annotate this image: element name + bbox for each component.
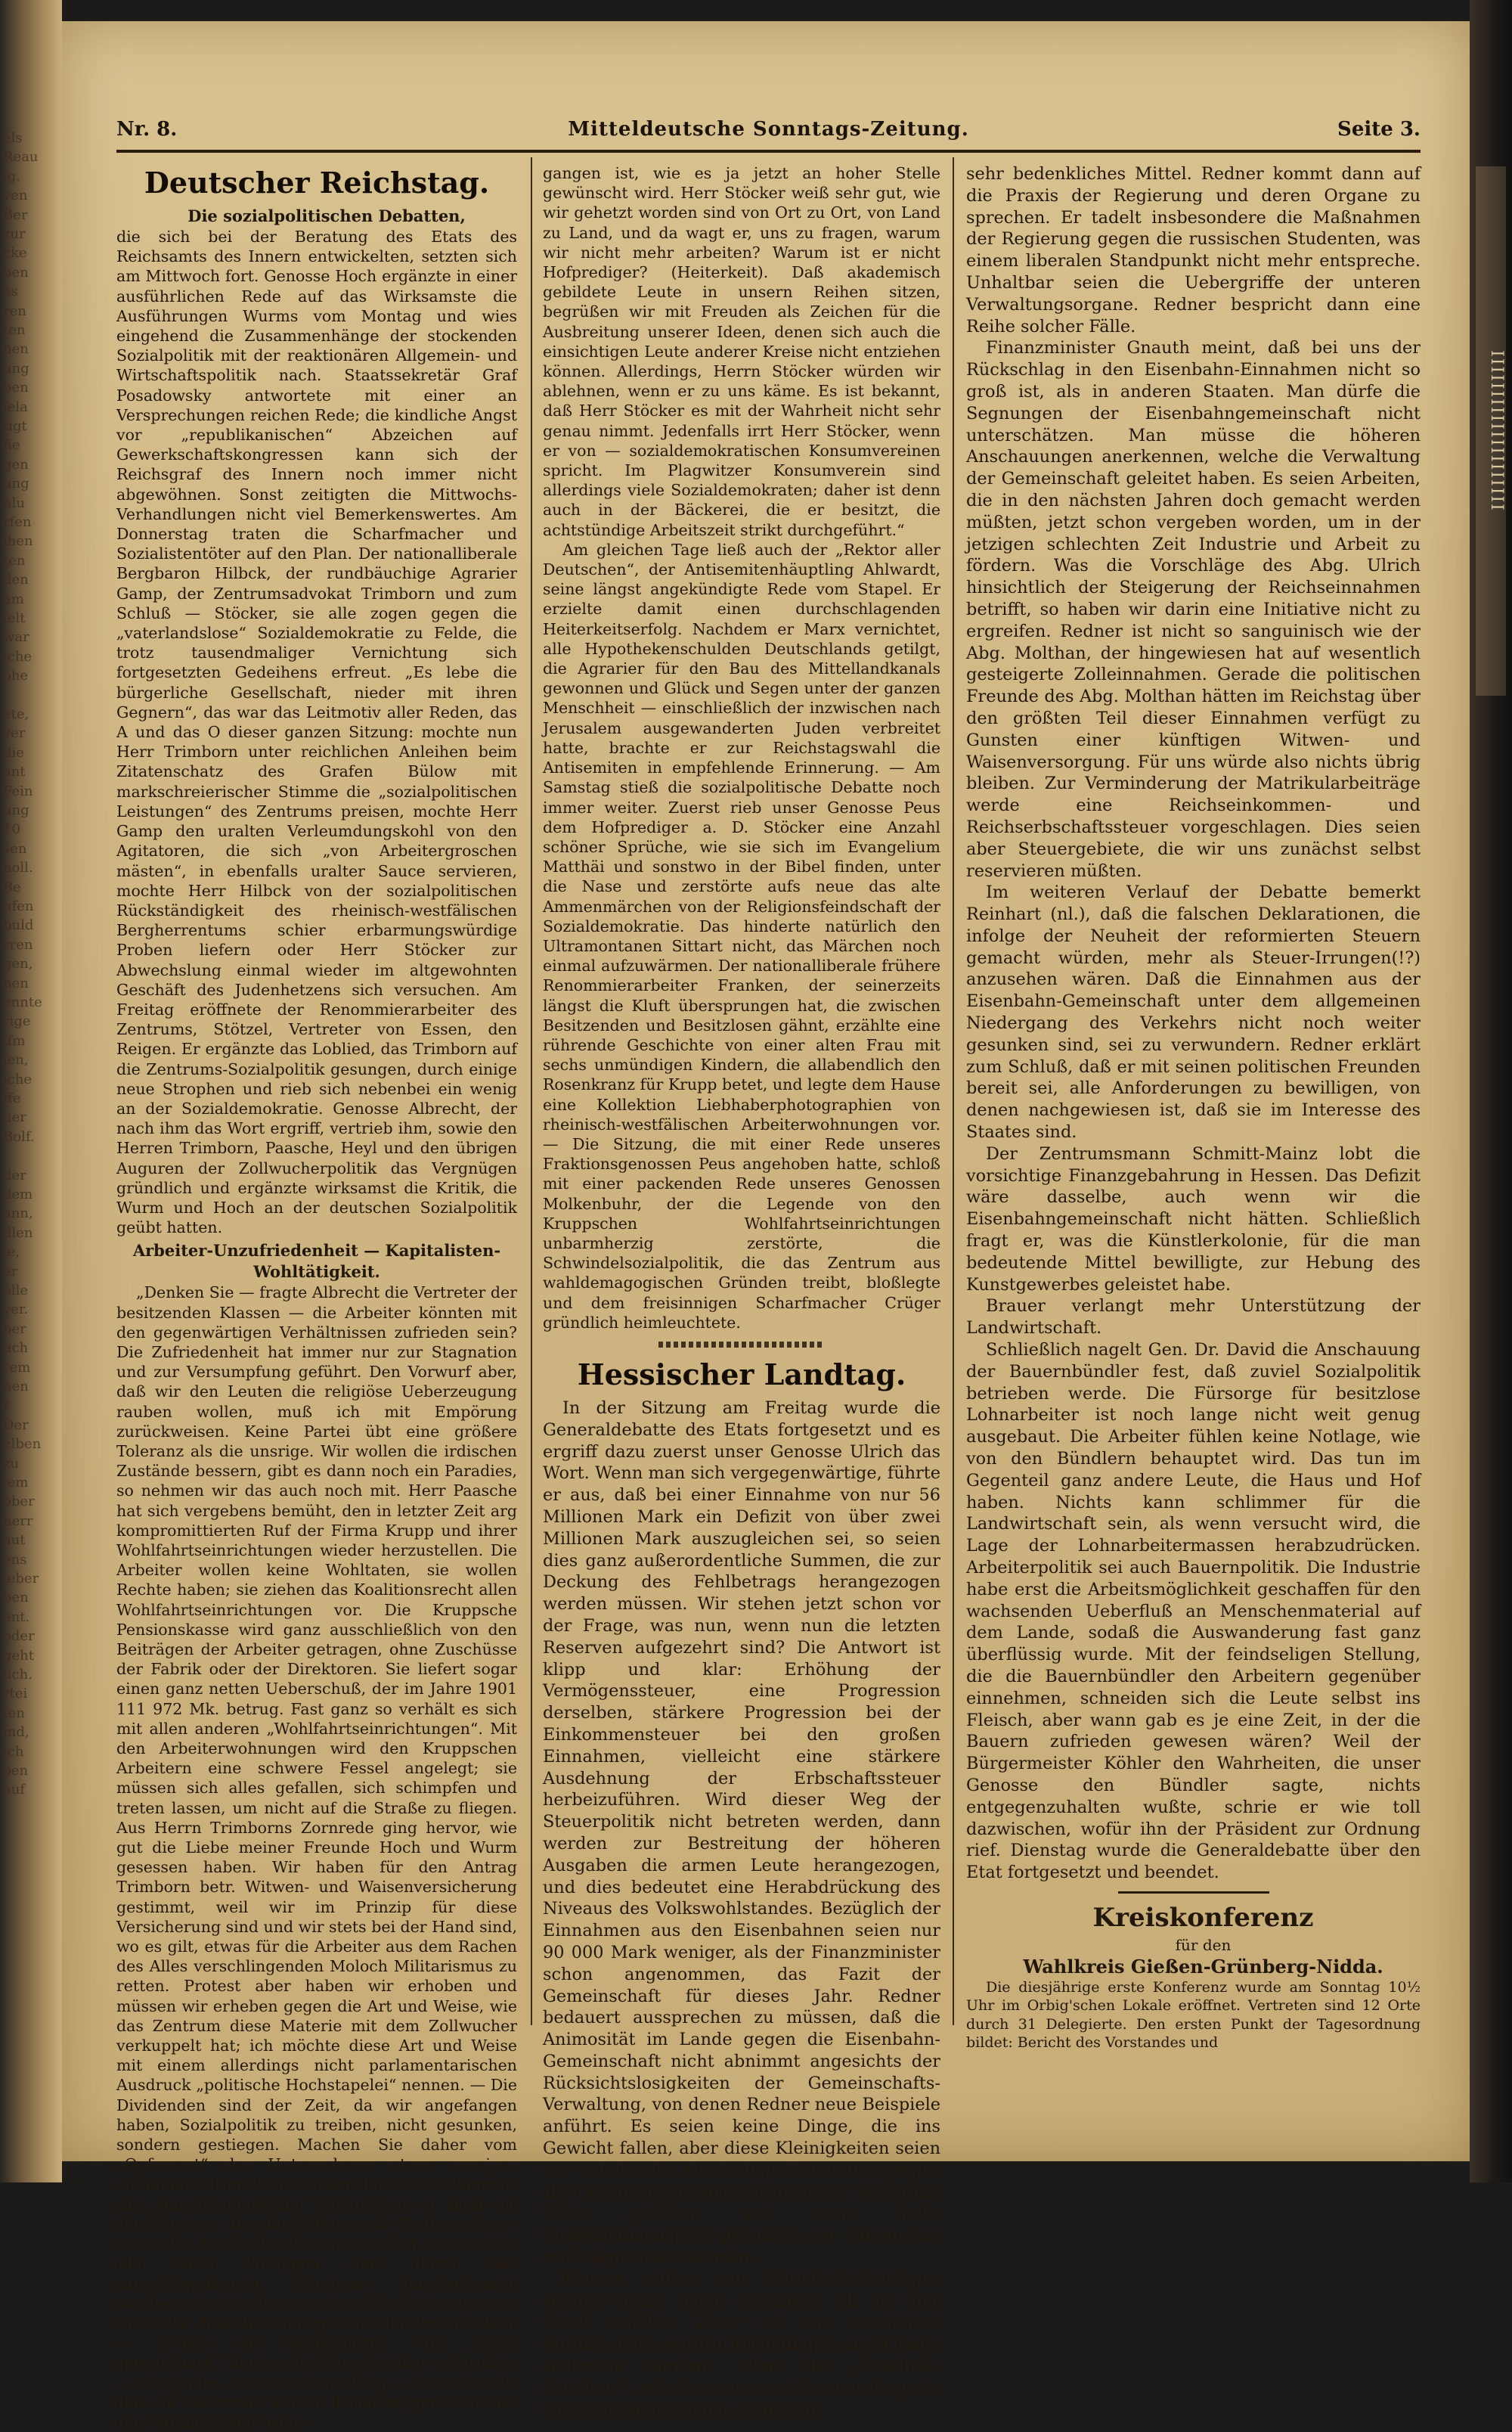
binding-fragment: ung bbox=[3, 360, 29, 377]
binding-fragment: dlen bbox=[3, 1224, 33, 1241]
subheadline-debates: Die sozialpolitischen Debatten, bbox=[187, 206, 466, 225]
binding-fragment: iche bbox=[3, 648, 33, 665]
column-1 bbox=[116, 163, 517, 2432]
binding-fragment: ober bbox=[3, 1494, 35, 1510]
article-paragraph: sehr bedenkliches Mittel. Redner kommt dann auf die Praxis der Regierung und deren Organe zu sprechen. Er tadelt insbesondere die Maßnahmen der Regierung gegen die russischen Studenten, was einem liberalen Standpunkt nicht mehr entspreche. Unhaltbar seien die Uebergriffe der unteren Verwaltungsorgane. Redner bespricht dann eine Reihe solcher Fälle. bbox=[966, 164, 1421, 337]
binding-fragment: nfen bbox=[3, 898, 34, 914]
binding-fragment: Reau bbox=[3, 149, 39, 166]
binding-fragment: ten bbox=[3, 322, 26, 338]
binding-fragment: ete, bbox=[3, 706, 29, 722]
binding-fragment: hen bbox=[3, 1379, 29, 1394]
column-divider-1 bbox=[531, 157, 532, 2025]
article-paragraph: Die diesjährige erste Konferenz wurde am Sonntag 10½ Uhr im Orbig'schen Lokale eröffnet. Vertreten sind 12 Orte durch 31 Delegierte. Den ersten Punkt der Tagesordnung bildet: Bericht des Vorstandes und bbox=[966, 1978, 1421, 2052]
page-header bbox=[116, 118, 1421, 148]
binding-fragment: rtei bbox=[3, 1686, 28, 1702]
binding-fragment: zur bbox=[3, 226, 26, 242]
binding-fragment: fie bbox=[3, 437, 20, 454]
binding-fragment: fen bbox=[3, 1705, 25, 1721]
binding-fragment: ennte bbox=[3, 994, 42, 1010]
binding-fragment: zu bbox=[3, 1455, 20, 1472]
binding-fragment: oder bbox=[3, 1628, 35, 1645]
binding-fragment: ben bbox=[3, 380, 29, 396]
article-paragraph: Schließlich nagelt Gen. Dr. David die Anschauung der Bauernbündler fest, daß zuviel Sozialpolitik betrieben werde. Die Fürsorge für besitzlose Lohnarbeiter ist noch lange nicht weit genug ausgebaut. Die Arbeiter fühlen keine Notlage, wie von den Bündlern behauptet wird. Das tun im Gegenteil ganz andere Leute, die Haus und Hof haben. Nichts kann schlimmer für die Landwirtschaft sein, als wenn versucht wird, die Lage der Lohnarbeitermassen herabzudrücken. Arbeiterpolitik sei auch Bauernpolitik. Die Industrie habe erst die Arbeitsmöglichkeit geschaffen für den wachsenden Ueberfluß an Menschenmaterial auf dem Lande, sodaß die Auswanderung fast ganz überflüssig wurde. Mit der feindseligen Stellung, die die Bauernbündler den Arbeitern gegenüber einnehmen, schneiden sich die Leute selbst ins Fleisch, aber wann gab es je eine Zeit, in der die Bauern zufrieden gewesen wären? Weil der Bürgermeister Köhler den Wahrheiten, die unser Genosse den Bündler sagte, nichts entgegenzuhalten wußte, schrie er wie toll dazwischen, wofür ihn der Präsident zur Ordnung rief. Dienstag wurde die Generaldebatte über den Etat fortgesetzt und beendet. bbox=[966, 1340, 1421, 1883]
binding-fragment: rige bbox=[3, 1013, 31, 1030]
binding-fragment: buld bbox=[3, 917, 34, 934]
binding-fragment: Der bbox=[3, 1416, 29, 1433]
binding-fragment: dem bbox=[3, 1187, 33, 1202]
article-paragraph: Am gleichen Tage ließ auch der „Rektor aller Deutschen“, der Antisemitenhäuptling Ahlwardt, seine längst angekündigte Rede vom Stapel. Er erzielte damit einen durchschlagenden Heiterkeitserfolg. Nachdem er Marx vernichtet, alle Hypothekenschulden Deutschlands getilgt, die Agrarier für den Bau des Mittellandkanals gewonnen und Glück und Segen unter der ganzen Menschheit — einschließlich der inzwischen nach Jerusalem ausgewanderten Juden verbreitet hatte, brachte er zur Reichstagswahl die Antisemiten in empfehlende Erinnerung. — Am Samstag stieß die sozialpolitische Debatte noch immer weiter. Zuerst rieb unser Genosse Peus dem Hofprediger a. D. Stöcker eine Anzahl schöner Sprüche, wie sie sich im Evangelium Matthäi und sonstwo in der Bibel finden, unter die Nase und zerstörte aufs neue das alte Ammenmärchen von der Religionsfeindschaft der Sozialdemokratie. Das hinderte natürlich den Ultramontanen Sittart nicht, das Märchen noch einmal aufzuwärmen. Der nationalliberale frühere Renommierarbeiter Franken, der seinerzeits längst die Kluft übersprungen hat, die zwischen Besitzenden und Besitzlosen gähnt, erzählte eine rührende Geschichte von einer alten Frau mit sechs unmündigen Kindern, die allabendlich den Rosenkranz für Krupp betet, und legte dem Hause eine Kollektion Liebhaberphotographien von rheinisch-westfälischen Arbeiterwohnungen vor. — Die Sitzung, die mit einer Rede unseres Fraktionsgenossen Peus angehoben hatte, schloß mit einer packenden Rede unseres Genossen Molkenbuhr, der die Legende von den Kruppschen Wohlfahrtseinrichtungen unbarmherzig zerstörte, die Schwindelsozialpolitik, die das Zentrum aus wahldemagogischen Gründen treibt, bloßlegte und dem freisinnigen Scharfmacher Crüger gründlich heimleuchtete. bbox=[543, 540, 940, 1332]
kreis-for-label: für den bbox=[1175, 1935, 1232, 1954]
binding-fragment: auf bbox=[3, 1782, 25, 1798]
binding-fragment: den bbox=[3, 572, 29, 588]
issue-number: Nr. 8. bbox=[116, 118, 178, 141]
headline-reichstag: Deutscher Reichstag. bbox=[144, 166, 490, 200]
binding-fragment: ten bbox=[3, 552, 26, 569]
binding-fragment: Bolf. bbox=[3, 1128, 35, 1145]
binding-fragment: ver. bbox=[3, 1301, 29, 1318]
article-paragraph: die sich bei der Beratung des Etats des Reichsamts des Innern entwickelten, setzten sich am Mittwoch fort. Genosse Hoch ergänzte in einer ausführlichen Rede auf das Wirksamste die Ausführungen Wurms vom Montag und wies eingehend die Zusammenhänge der stockenden Sozialpolitik mit der reaktionären Allgemein- und Wirtschaftspolitik nach. Staatssekretär Graf Posadowsky antwortete mit einer an Versprechungen reichen Rede; die kindliche Angst vor „republikanischen“ Abzeichen auf Gewerkschaftskongressen kann sich der Reichsgraf des Innern noch immer nicht abgewöhnen. Sonst zeitigten die Mittwochs-Verhandlungen nicht viel Bemerkenswertes. Am Donnerstag traten die Scharfmacher und Sozialistentöter auf den Plan. Der nationalliberale Bergbaron Hilbck, der rundbäuchige Agrarier Gamp, der Zentrumsadvokat Trimborn und zum Schluß — Stöcker, sie alle zogen gegen die „vaterlandslose“ Sozialdemokratie zu Felde, die trotz tausendmaliger Vernichtung sich fortgesetzten Gedeihens erfreut. „Es lebe die bürgerliche Gesellschaft, nieder mit ihren Gegnern“, das war das Leitmotiv aller Reden, das A und das O dieser ganzen Sitzung: mochte nun Herr Trimborn unter reichlichen Anleihen beim Zitatenschatz des Grafen Bülow mit markschreierischer Stimme die „sozialpolitischen Leistungen“ des Zentrums preisen, mochte Herr Gamp den uralten Verleumdungskohl von den Agitatoren, die sich „von Arbeitergroschen mästen“, in ebenfalls uralter Sauce servieren, mochte Herr Hilbck von der sozialpolitischen Rückständigkeit des rheinisch-westfälischen Bergherrentums schier erbarmungswürdige Proben liefern oder Herr Stöcker zur Abwechslung einmal wieder im altgewohnten Geschäft des Judenhetzens sich versuchen. Am Freitag eröffnete der Renommierarbeiter des Zentrums, Stötzel, Vertreter von Essen, den Reigen. Er ergänzte das Loblied, das Trimborn auf die Zentrums-Sozialpolitik gesungen, durch einige neue Strophen und rieb sich nebenbei ein wenig an der Sozialdemokratie. Genosse Albrecht, der nach ihm das Wort ergriff, vertrieb ihm, sowie den Herren Trimborn, Paasche, Heyl und den übrigen Auguren der Zollwucherpolitik das Vergnügen gründlich und ergänzte wirksamst die Kritik, die Wurm und Hoch an der deutschen Sozialpolitik geübt hatten. bbox=[116, 228, 517, 1237]
binding-fragment: jen, bbox=[3, 1052, 29, 1069]
binding-fragment: ren bbox=[3, 302, 26, 319]
binding-fragment: ung bbox=[3, 476, 29, 492]
binding-fragment: 10 bbox=[3, 821, 20, 838]
binding-fragment: er bbox=[3, 1263, 18, 1280]
binding-fragment: r bbox=[3, 1397, 10, 1414]
binding-fragment: ig. bbox=[3, 168, 21, 185]
binding-fragment: ven bbox=[3, 188, 28, 204]
binding-fragment: ielt bbox=[3, 610, 26, 626]
article-paragraph: Im weiteren Verlauf der Debatte bemerkt Reinhart (nl.), daß die falschen Deklarationen, die infolge der Neuheit der reformierten Steuern gemacht würden, mehr als Steuer-Irrungen(!?) anzusehen wären. Daß die Einnahmen aus der Eisenbahn-Gemeinschaft unter dem allgemeinen Niedergang des Verkehrs nicht noch weiter gesunken sind, sei zu verwundern. Redner erklärt zum Schluß, daß er mit seinen politischen Freunden bereit sei, alle Anforderungen zu bewilligen, von denen nachgewiesen ist, daß sie im Interesse des Staates sind. bbox=[966, 883, 1421, 1143]
binding-fragment: rren bbox=[3, 936, 33, 953]
book-binding-edge bbox=[0, 0, 62, 2182]
edge-tab: IIIIIIIIIIIIIIIIIIII bbox=[1476, 166, 1506, 696]
binding-fragment: ant bbox=[3, 764, 26, 780]
headline-kreiskonferenz: Kreiskonferenz bbox=[1092, 1902, 1314, 1933]
binding-fragment: der bbox=[3, 1167, 26, 1183]
header-rule bbox=[116, 150, 1421, 153]
binding-fragment: rem bbox=[3, 1359, 31, 1376]
binding-fragment: Ber bbox=[3, 206, 28, 223]
binding-fragment: iem bbox=[3, 1475, 29, 1491]
kreis-subtitle: Wahlkreis Gießen-Grünberg-Nidda. bbox=[1023, 1955, 1383, 1978]
binding-fragment: hen bbox=[3, 975, 29, 991]
binding-fragment: herr bbox=[3, 1512, 33, 1529]
newspaper-page bbox=[62, 21, 1470, 2431]
binding-fragment: hen bbox=[3, 341, 29, 358]
article-paragraph: „Denken Sie — fragte Albrecht die Vertreter der besitzenden Klassen — die Arbeiter könnten mit den gegenwärtigen Verhältnissen zufrieden sein? Die Zufriedenheit hat immer nur zur Stagnation und zur Versumpfung geführt. Den Vorwurf aber, daß wir den Leuten die religiöse Ueberzeugung rauben wollen, muß ich mit Empörung zurückweisen. Keine Partei übt eine größere Toleranz als die unsrige. Wir wollen die irdischen Zustände bessern, gibt es dann noch ein Paradies, so nehmen wir das auch noch mit. Herr Paasche hat sich vergebens bemüht, den in letzter Zeit arg kompromittierten Ruf der Firma Krupp und ihrer Wohlfahrtseinrichtungen wieder herzustellen. Die Arbeiter wollen keine Wohltaten, sie wollen Rechte haben; sie ziehen das Koalitionsrecht allen Wohlfahrtseinrichtungen vor. Die Kruppsche Pensionskasse wird ganz ausschließlich von den Beiträgen der Arbeiter getragen, ohne Zuschüsse der Fabrik oder der Direktoren. Sie liefert sogar einen ganz netten Ueberschuß, der im Jahre 1901 111 972 Mk. betrug. Fast ganz so verhält es sich mit allen anderen „Wohlfahrtseinrichtungen“. Mit den Arbeiterwohnungen wird den Kruppschen Arbeitern eine schwere Fessel angelegt; sie müssen sich alles gefallen, sich schimpfen und treten lassen, um nicht auf die Straße zu fliegen. Aus Herrn Trimborns Zornrede ging hervor, wie gut die Liebe meiner Freunde Hoch und Wurm gesessen haben. Wir haben für den Antrag Trimborn betr. Witwen- und Waisenversicherung gestimmt, weil wir im Prinzip für diese Versicherung sind und wir stets bei der Hand sind, wo es gilt, etwas für die Arbeiter aus dem Rachen des Alles verschlingenden Moloch Militarismus zu retten. Protest aber haben wir erhoben und müssen wir erheben gegen die Art und Weise, wie das Zentrum diese Materie mit dem Zollwucher verkuppelt hat; ich möchte diese Art und Weise mit einem allerdings nicht parlamentarischen Ausdruck „politische Hochstapelei“ nennen. — Die Dividenden sind der Zeit, da wir angefangen haben, Sozialpolitik zu treiben, nicht gesunken, sondern gestiegen. Machen Sie daher vom „Opfermut“ der Unternehmer etwas weniger Aufhebens! Herr Stötzel bezeichnete das Zentrum als „ausschlaggebende“ Partei. Um so mehr ist das Zentrum für die Militär- und Flottenvorlage, sowie für den Zolltarif verantwortlich zu machen; alle diese Vorlagen sind durch das ausschlaggebende Zentrum durchgebracht worden; nie aber hat es seine Macht benutzt, um wirkliche Arbeiterschutzgesetze durchzudrücken! — Gegen die Redensarten von „reich gewordenen“ Leuten, die Herr Stöcker vorbrachte — ich glaube, nur er ist dazu fähig — bemerke ich, daß die Mehrzahl meiner Fraktionsgenossen aus der Werkstatt hervorge- bbox=[116, 1283, 517, 2431]
binding-fragment: els bbox=[3, 130, 23, 146]
page-number: Seite 3. bbox=[1337, 118, 1421, 141]
binding-fragment: ie, bbox=[3, 1244, 20, 1261]
binding-fragment: olle bbox=[3, 1283, 29, 1298]
binding-fragment: Be bbox=[3, 879, 21, 895]
column-2 bbox=[543, 163, 940, 2421]
section-separator bbox=[1118, 1891, 1269, 1894]
binding-fragment: oen bbox=[3, 1763, 29, 1779]
headline-hessischer-landtag: Hessischer Landtag. bbox=[577, 1357, 906, 1391]
binding-fragment: war bbox=[3, 629, 29, 646]
binding-fragment: gen bbox=[3, 456, 29, 473]
binding-fragment: am bbox=[3, 591, 24, 607]
binding-fragment: ifm bbox=[3, 1032, 26, 1049]
binding-fragment: tigt bbox=[3, 418, 27, 434]
binding-fragment: ich bbox=[3, 1743, 24, 1760]
article-paragraph: Hessen müsse an Matrikularbeiträgen 600000 Mark mehr bezahlen, als es vom Reich erhalte. Zwar sei uns versichert worden, daß weitere Erhöhungen nicht mehr eintreten werden. Aber die „Zuschuß-Anleihen“, mit denen man sich neuerdings im Reich zu helfen suche, seien ein bbox=[543, 2269, 940, 2420]
binding-fragment: es bbox=[3, 284, 18, 300]
binding-fragment: ens bbox=[3, 1551, 27, 1568]
article-paragraph: Finanzminister Gnauth meint, daß bei uns der Rückschlag in den Eisenbahn-Einnahmen nicht so groß ist, als in anderen Staaten. Man dürfe die Segnungen der Eisenbahngemeinschaft nicht unterschätzen. Man müsse die höheren Anschauungen anerkennen, welche die Verwaltung der Gemeinschaft geleitet haben. Es seien Arbeiten, die in den nächsten Jahren doch gemacht werden müßten, jetzt schon vergeben worden, um in der jetzigen schlechten Zeit Industrie und Arbeit zu fördern. Was die Vorschläge des Abg. Ulrich hinsichtlich der Steigerung der Reichseinnahmen betrifft, so haben wir darin eine Initiative nicht zu ergreifen. Redner ist nicht so sanguinisch wie der Abg. Molthan, der hingewiesen hat auf wesentlich gesteigerte Zolleinnahmen. Gerade die politischen Freunde des Abg. Molthan hätten im Reichstag über den größten Teil dieser Einnahmen verfügt zu Gunsten einer künftigen Witwen- und Waisenversorgung. Für uns würde also nichts übrig bleiben. Zur Verminderung der Matrikularbeiträge werde eine Reichseinkommen- und Reichserbschaftssteuer vorgeschlagen. Dies seien aber Steuergebiete, die wir uns zunächst selbst reservieren müßten. bbox=[966, 338, 1421, 881]
column-3 bbox=[966, 163, 1421, 2052]
binding-fragment: gen, bbox=[3, 956, 33, 972]
binding-fragment: ver bbox=[3, 725, 26, 742]
section-separator bbox=[658, 1342, 825, 1348]
binding-fragment: ohe bbox=[3, 668, 29, 684]
binding-fragment: iche bbox=[3, 1071, 33, 1087]
binding-fragment: ind, bbox=[3, 1724, 29, 1741]
binding-fragment: holl. bbox=[3, 860, 33, 876]
binding-fragment: uer bbox=[3, 1109, 26, 1126]
binding-fragment: uch bbox=[3, 1340, 29, 1357]
binding-fragment: ihen bbox=[3, 533, 33, 550]
newspaper-title: Mitteldeutsche Sonntags-Zeitung. bbox=[568, 118, 969, 141]
article-paragraph: In der Sitzung am Freitag wurde die Generaldebatte des Etats fortgesetzt und es ergriff dazu zuerst unser Genosse Ulrich das Wort. Wenn man sich vergegenwärtige, führte er aus, daß bei einer Einnahme von nur 56 Millionen Mark ein Defizit von über zwei Millionen Mark auszugleichen sei, so seien dies ganz außerordentliche Summen, die zur Deckung des Fehlbetrags herangezogen werden müssen. Wir stehen jetzt schon vor der Frage, was nun, wenn nun die letzten Reserven aufgezehrt sind? Die Antwort ist klipp und klar: Erhöhung der Vermögenssteuer, eine Progression derselben, stärkere Progression bei der Einkommensteuer bei den großen Einnahmen, vielleicht eine stärkere Ausdehnung der Erbschaftssteuer herbeizuführen. Wird dieser Weg der Steuerpolitik nicht betreten werden, dann werden zur Bestreitung der höheren Ausgaben die armen Leute herangezogen, und dies bedeutet eine Herabdrückung des Niveaus des Volkswohlstandes. Bezüglich der Einnahmen aus den Eisenbahnen seien nur 90 000 Mark weniger, als der Finanzminister schon angenommen, das Fazit der Gemeinschaft für dieses Jahr. Redner bedauert aussprechen zu müssen, daß die Animosität im Lande gegen die Eisenbahn-Gemeinschaft nicht abnimmt angesichts der Rücksichtslosigkeiten der Gemeinschafts-Verwaltung, von denen Redner neue Beispiele anführt. Es seien keine Dinge, die ins Gewicht fallen, aber diese Kleinigkeiten seien es, welche die feindselige Stimmung gegen die Gemeinschaft noch vergrößern. Wenn das Wort gefallen sei, man habe Nebenbahnensport getrieben, so müsse das zurückgewiesen werden. bbox=[543, 1397, 940, 2268]
binding-fragment: ffe bbox=[3, 1090, 21, 1106]
binding-fragment: cke bbox=[3, 245, 27, 262]
binding-fragment: Fein bbox=[3, 783, 33, 799]
binding-fragment: ent. bbox=[3, 1608, 30, 1625]
column-divider-2 bbox=[953, 157, 954, 2025]
article-paragraph: Brauer verlangt mehr Unterstützung der Landwirtschaft. bbox=[966, 1296, 1421, 1339]
binding-fragment: sen bbox=[3, 840, 27, 857]
binding-fragment: iela bbox=[3, 399, 28, 415]
binding-fragment: rfen bbox=[3, 514, 32, 530]
right-page-edge bbox=[1470, 0, 1512, 2182]
binding-fragment: ben bbox=[3, 264, 29, 281]
binding-fragment: die bbox=[3, 744, 24, 761]
binding-fragment: elben bbox=[3, 1436, 42, 1453]
article-paragraph: Der Zentrumsmann Schmitt-Mainz lobt die vorsichtige Finanzgebahrung in Hessen. Das Defizit wäre dasselbe, auch wenn wir die Eisenbahngemeinschaft nicht hätten. Schließlich fragt er, was die Künstlerkolonie, für die man bedeutende Mittel bewilligte, zur Hebung des Kunstgewerbes geleistet habe. bbox=[966, 1143, 1421, 1295]
binding-fragment: hlu bbox=[3, 495, 25, 511]
binding-fragment: geht bbox=[3, 1647, 35, 1664]
binding-fragment: lich. bbox=[3, 1667, 33, 1683]
binding-fragment: aut bbox=[3, 1532, 26, 1549]
binding-fragment: ieber bbox=[3, 1571, 39, 1587]
binding-fragment: ung bbox=[3, 802, 29, 818]
binding-fragment: ann, bbox=[3, 1205, 33, 1222]
article-paragraph: gangen ist, wie es ja jetzt an hoher Stelle gewünscht wird. Herr Stöcker weiß sehr gut, wie wir gehetzt worden sind von Ort zu Ort, von Land zu Land, und da wagt er, uns zu fragen, warum wir nicht mehr arbeiten? Warum ist er nicht Hofprediger? (Heiterkeit). Daß akademisch gebildete Leute in unsern Reihen sitzen, begrüßen wir mit Freuden als Zeichen für die Ausbreitung unserer Ideen, denen sich auch die einsichtigen Leute anderer Kreise nicht entziehen können. Allerdings, Herrn Stöcker würden wir ablehnen, wenn er zu uns käme. Es ist bekannt, daß Herr Stöcker es mit der Wahrheit nicht sehr genau nimmt. Jedenfalls irrt Herr Stöcker, wenn er von — sozialdemokratischen Konsumvereinen spricht. Im Plagwitzer Konsumverein sind allerdings viele Sozialdemokraten; daher ist denn auch in der Bäckerei, die er besitzt, die achtstündige Arbeitszeit strikt durchgeführt.“ bbox=[543, 164, 940, 539]
section-heading: Arbeiter-Unzufriedenheit — Kapitalisten-Wohltätigkeit. bbox=[132, 1241, 501, 1282]
binding-fragment: ben bbox=[3, 1590, 29, 1606]
binding-fragment: ber bbox=[3, 1320, 26, 1337]
